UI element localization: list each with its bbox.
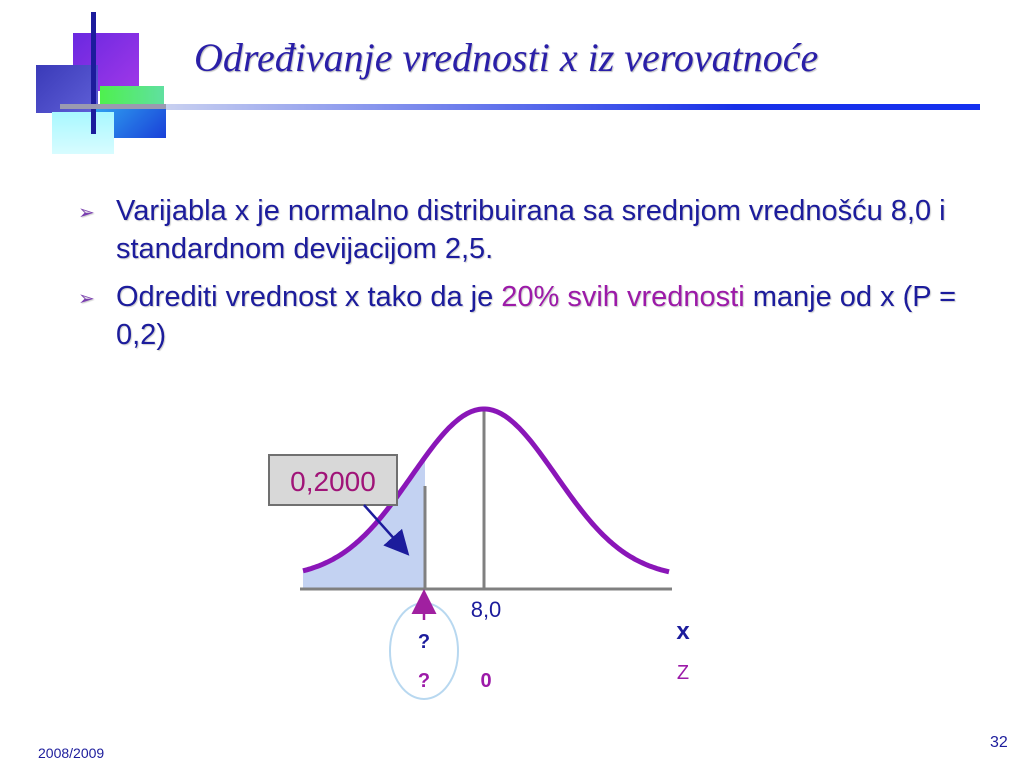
footer-year: 2008/2009 <box>38 745 105 761</box>
bullet-text-1: Varijabla x je normalno distribuirana sa srednjom vrednošću 8,0 i standardnom devijacijom 2,5. <box>116 195 946 265</box>
page-number: 32 <box>990 734 1008 751</box>
z-axis-label: Z <box>676 662 690 684</box>
x-axis-label: x <box>676 618 690 645</box>
area-label: 0,2000 <box>290 466 376 497</box>
bullet-highlight: 20% svih vrednosti <box>501 281 745 313</box>
bullet-text-2a: Odrediti vrednost x tako da je <box>116 281 502 313</box>
bullet-text-2b: manje od x (P = 0,2) <box>116 281 957 351</box>
unknown-x-value: ? <box>417 631 431 653</box>
z-mean-value: 0 <box>480 670 492 692</box>
bullet-arrow-icon: ➢ <box>78 288 95 310</box>
slide-title: Određivanje vrednosti x iz verovatnoće <box>194 35 819 80</box>
bullet-arrow-icon: ➢ <box>78 202 95 224</box>
mean-x-label: 8,0 <box>470 597 502 622</box>
unknown-z-value: ? <box>417 670 431 692</box>
